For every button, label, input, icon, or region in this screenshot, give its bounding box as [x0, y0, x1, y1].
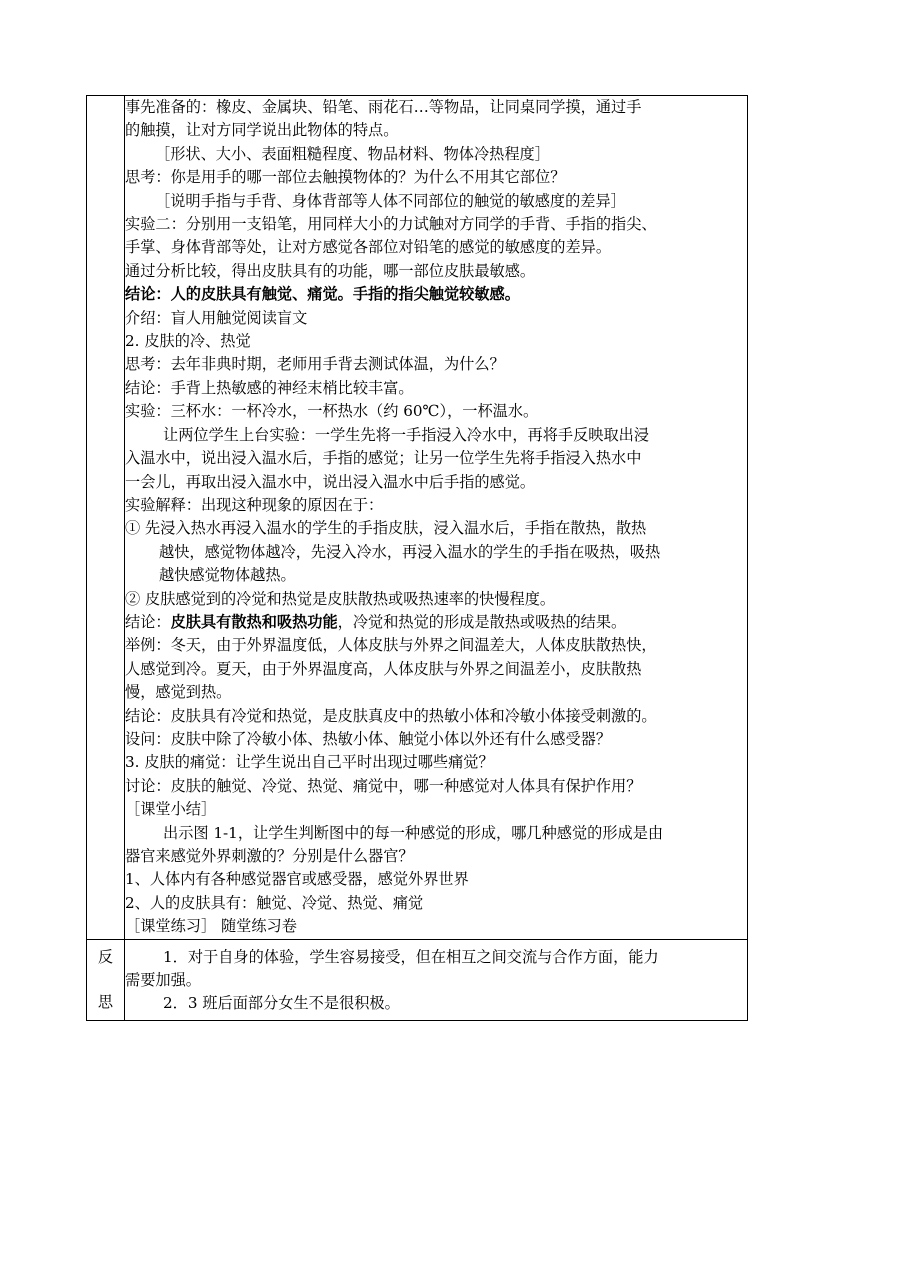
- text-line: 讨论：皮肤的触觉、冷觉、热觉、痛觉中，哪一种感觉对人体具有保护作用？: [125, 776, 642, 795]
- text-line: 设问：皮肤中除了冷敏小体、热敏小体、触觉小体以外还有什么感受器？: [125, 729, 611, 748]
- text-line: 越快感觉物体越热。: [159, 566, 296, 585]
- text-line: ① 先浸入热水再浸入温水的学生的手指皮肤，浸入温水后，手指在散热，散热: [125, 519, 647, 538]
- text-line: 慢，感觉到热。: [125, 683, 232, 702]
- text-line: 思考：你是用手的哪一部位去触摸物体的？为什么不用其它部位？: [125, 168, 566, 187]
- text-line: 出示图 1-1，让学生判断图中的每一种感觉的形成，哪几种感觉的形成是由: [163, 823, 664, 842]
- text-segment: ，冷觉和热觉的形成是散热或吸热的结果。: [337, 612, 627, 631]
- reflection-label-char-1: 反: [97, 947, 114, 966]
- text-line: 1、人体内有各种感觉器官或感受器，感觉外界世界: [125, 870, 469, 889]
- text-line: 3. 皮肤的痛觉：让学生说出自己平时出现过哪些痛觉？: [125, 753, 494, 772]
- text-line: 结论：手背上热敏感的神经末梢比较丰富。: [125, 378, 414, 397]
- reflection-label-cell: [87, 939, 125, 1020]
- text-line: 实验解释：出现这种现象的原因在于：: [125, 495, 384, 514]
- text-line: 举例：冬天，由于外界温度低，人体皮肤与外界之间温差大，人体皮肤散热快，: [125, 636, 657, 655]
- process-side-cell: [87, 96, 125, 940]
- text-segment: 结论：: [125, 612, 171, 631]
- text-line: 入温水中，说出浸入温水后，手指的感觉；让另一位学生先将手指浸入热水中: [125, 449, 642, 468]
- text-line: ［课堂练习］ 随堂练习卷: [125, 917, 297, 936]
- bold-text-segment: 皮肤具有散热和吸热功能: [170, 612, 338, 631]
- text-line: 越快，感觉物体越冷，先浸入冷水，再浸入温水的学生的手指在吸热，吸热: [159, 542, 661, 561]
- text-line: 事先准备的：橡皮、金属块、铅笔、雨花石…等物品，让同桌同学摸，通过手: [125, 98, 642, 116]
- text-line: 实验二：分别用一支铅笔，用同样大小的力试触对方同学的手背、手指的指尖、: [125, 215, 657, 234]
- text-line: 结论：人的皮肤具有触觉、痛觉。手指的指尖触觉较敏感。: [125, 285, 520, 304]
- text-line: 的触摸，让对方同学说出此物体的特点。: [125, 121, 399, 140]
- reflection-row: [87, 939, 748, 1020]
- text-line: 2．3 班后面部分女生不是很积极。: [163, 994, 400, 1013]
- text-line: ［说明手指与手背、身体背部等人体不同部位的触觉的敏感度的差异］: [155, 191, 626, 210]
- text-line: 器官来感觉外界刺激的？分别是什么器官？: [125, 847, 414, 865]
- text-line: ［课堂小结］: [125, 800, 217, 819]
- text-line: 思考：去年非典时期，老师用手背去测试体温，为什么？: [125, 355, 505, 374]
- text-line: ［形状、大小、表面粗糙程度、物品材料、物体冷热程度］: [155, 144, 550, 163]
- text-line: 手掌、身体背部等处，让对方感觉各部位对铅笔的感觉的敏感度的差异。: [125, 238, 611, 257]
- reflection-text-block: [125, 940, 747, 1020]
- lesson-text-block: [125, 96, 747, 939]
- lesson-table: [86, 95, 748, 1021]
- reflection-body-cell: [125, 939, 748, 1020]
- text-line: 介绍：盲人用触觉阅读盲文: [125, 308, 308, 327]
- text-line: 结论：皮肤具有冷觉和热觉，是皮肤真皮中的热敏小体和冷敏小体接受刺激的。: [125, 706, 657, 725]
- reflection-label-char-2: 思: [97, 993, 114, 1012]
- process-row: [87, 96, 748, 940]
- text-line: 通过分析比较，得出皮肤具有的功能，哪一部位皮肤最敏感。: [125, 261, 536, 280]
- text-line: 一会儿，再取出浸入温水中，说出浸入温水中后手指的感觉。: [125, 472, 536, 491]
- text-line: ② 皮肤感觉到的冷觉和热觉是皮肤散热或吸热速率的快慢程度。: [125, 589, 556, 608]
- process-body-cell: [125, 96, 748, 940]
- text-line: 让两位学生上台实验：一学生先将一手指浸入冷水中，再将手反映取出浸: [163, 425, 649, 444]
- text-line: [125, 611, 747, 634]
- text-line: 需要加强。: [125, 971, 201, 990]
- text-line: 2. 皮肤的冷、热觉: [125, 332, 251, 351]
- lesson-sheet: [86, 95, 746, 1021]
- text-line: 1．对于自身的体验，学生容易接受，但在相互之间交流与合作方面，能力: [163, 947, 659, 966]
- text-line: 实验：三杯水：一杯冷水，一杯热水（约 60℃），一杯温水。: [125, 402, 539, 421]
- text-line: 人感觉到冷。夏天，由于外界温度高，人体皮肤与外界之间温差小，皮肤散热: [125, 659, 642, 678]
- text-line: 2、人的皮肤具有：触觉、冷觉、热觉、痛觉: [125, 893, 424, 912]
